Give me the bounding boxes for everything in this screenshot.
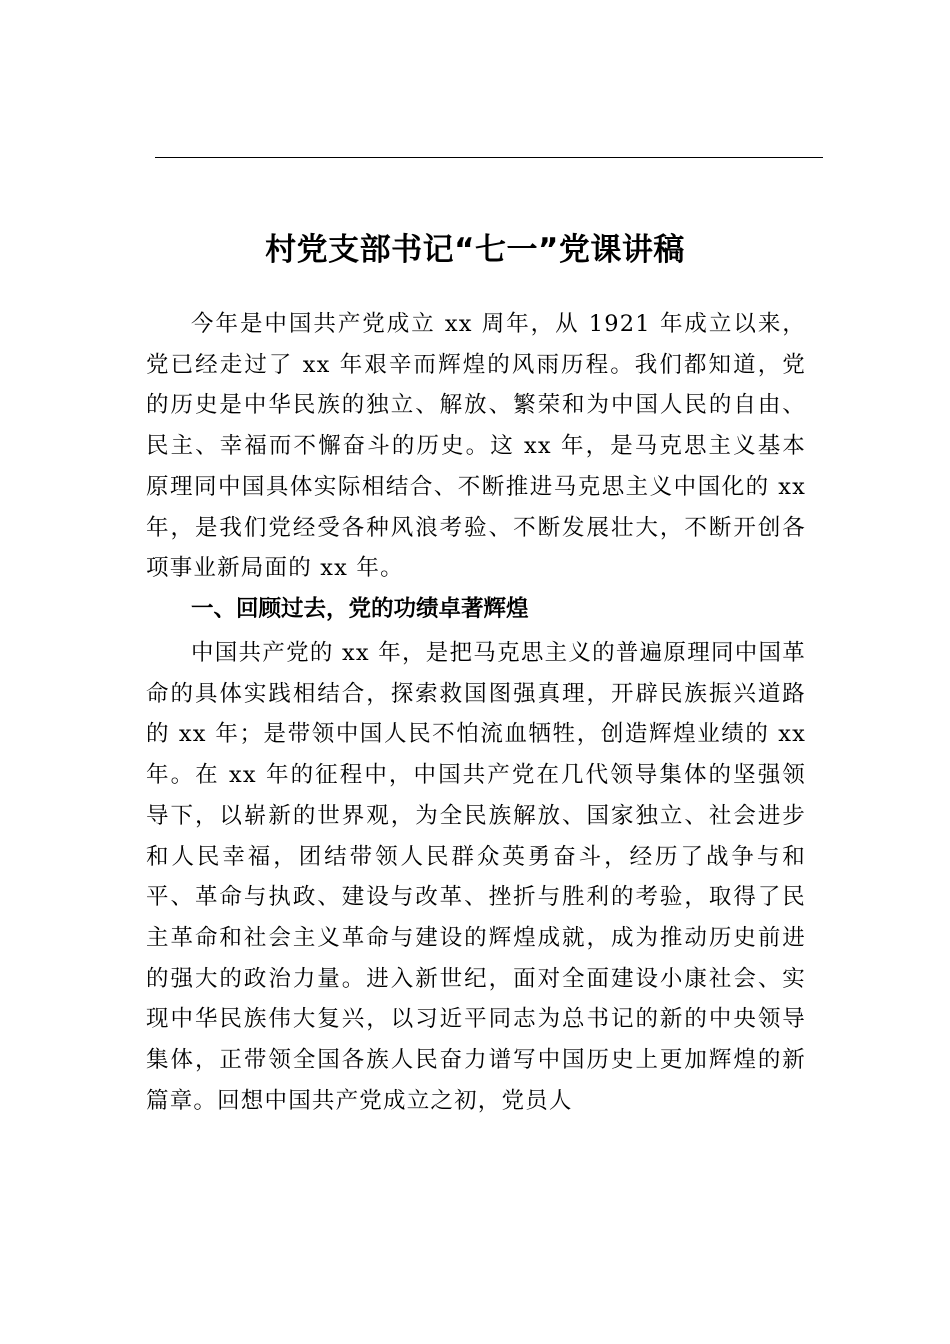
body-paragraph-1: 今年是中国共产党成立 xx 周年，从 1921 年成立以来，党已经走过了 xx 年艰辛而辉煌的风雨历程。我们都知道，党的历史是中华民族的独立、解放、繁荣和为中国人民的自由、民主、幸福而不懈奋斗的历史。这 xx 年，是马克思主义基本原理同中国具体实际相结合、不断推进马克思主义中国化的 xx 年，是我们党经受各种风浪考验、不断发展壮大，不断开创各项事业新局面的 xx 年。 <box>146 311 806 582</box>
section-heading-1: 一、回顾过去，党的功绩卓著辉煌 <box>191 596 529 622</box>
body-paragraph-2: 中国共产党的 xx 年，是把马克思主义的普遍原理同中国革命的具体实践相结合，探索救国图强真理，开辟民族振兴道路的 xx 年；是带领中国人民不怕流血牺牲，创造辉煌业绩的 xx 年。在 xx 年的征程中，中国共产党在几代领导集体的坚强领导下，以崭新的世界观，为全民族解放、国家独立、社会进步和人民幸福，团结带领人民群众英勇奋斗，经历了战争与和平、革命与执政、建设与改革、挫折与胜利的考验，取得了民主革命和社会主义革命与建设的辉煌成就，成为推动历史前进的强大的政治力量。进入新世纪，面对全面建设小康社会、实现中华民族伟大复兴，以习近平同志为总书记的新的中央领导集体，正带领全国各族人民奋力谱写中国历史上更加辉煌的新篇章。回想中国共产党成立之初，党员人 <box>146 640 806 1114</box>
document-title: 村党支部书记“七一”党课讲稿 <box>265 232 685 268</box>
header-rule <box>155 157 823 158</box>
